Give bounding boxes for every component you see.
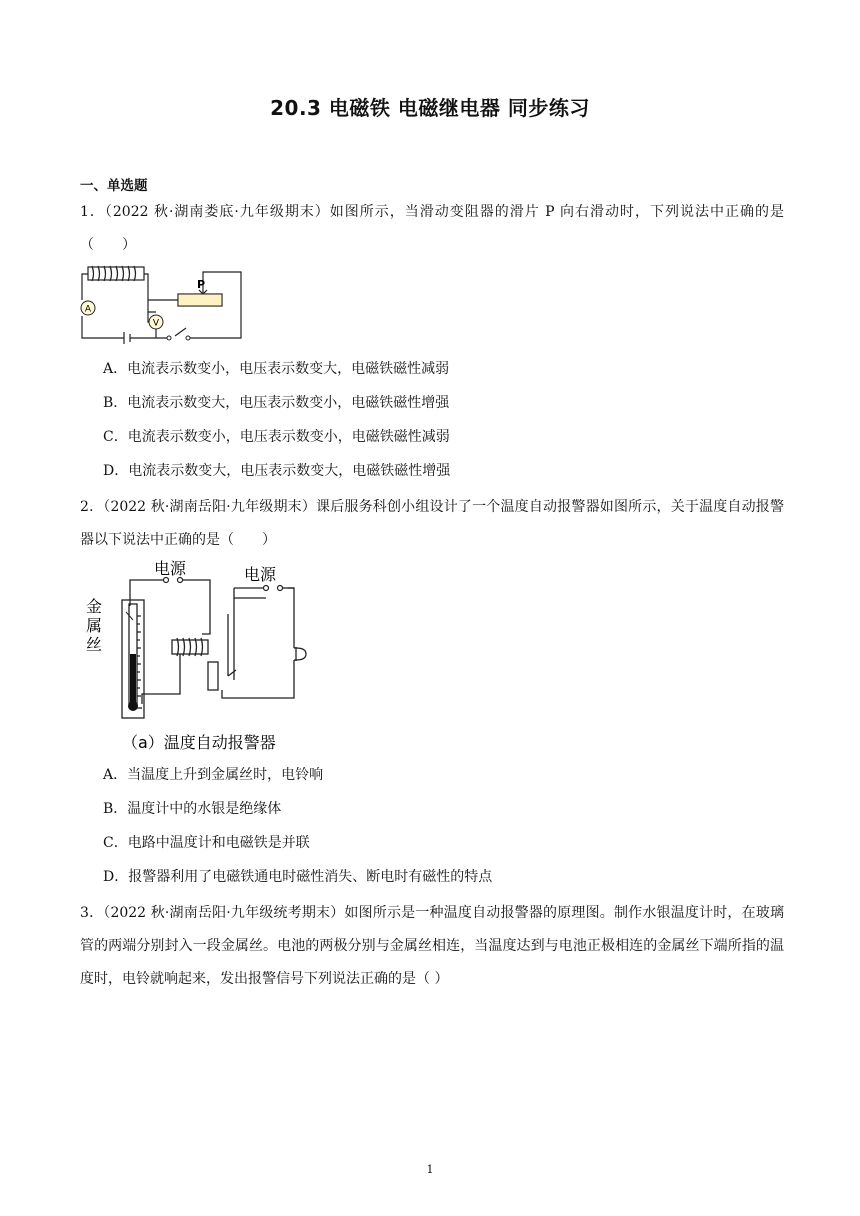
question-2-alarm-figure bbox=[84, 558, 309, 752]
contact-block bbox=[208, 662, 218, 690]
question-1-option-b: B．电流表示数变大，电压表示数变小，电磁铁磁性增强 bbox=[103, 395, 450, 411]
question-2-stem: 2．（2022 秋·湖南岳阳·九年级期末）课后服务科创小组设计了一个温度自动报警器如图所示，关于温度自动报警器以下说法中正确的是（ ） bbox=[80, 499, 784, 548]
question-1-stem: 1．（2022 秋·湖南娄底·九年级期末）如图所示，当滑动变阻器的滑片 P 向右滑动时，下列说法中正确的是（ ） bbox=[80, 204, 784, 253]
question-1-option-c: C．电流表示数变小，电压表示数变小，电磁铁磁性减弱 bbox=[103, 429, 450, 445]
question-2-option-d: D．报警器利用了电磁铁通电时磁性消失、断电时有磁性的特点 bbox=[103, 869, 493, 885]
figure-caption: （a）温度自动报警器 bbox=[122, 733, 276, 752]
mercury-column bbox=[130, 654, 136, 706]
page-number: 1 bbox=[426, 1163, 434, 1176]
coil-windings bbox=[177, 638, 203, 656]
wire-label-3: 丝 bbox=[86, 635, 103, 654]
slider-label: P bbox=[197, 278, 206, 291]
coil-windings bbox=[92, 266, 136, 281]
question-2-option-b: B．温度计中的水银是绝缘体 bbox=[103, 801, 282, 817]
wire-label-2: 属 bbox=[86, 616, 103, 635]
question-1-circuit-figure bbox=[78, 262, 248, 344]
power-label-right: 电源 bbox=[244, 565, 277, 584]
page-title: 20.3 电磁铁 电磁继电器 同步练习 bbox=[270, 96, 590, 120]
wire-label-1: 金 bbox=[86, 597, 103, 616]
question-3-stem: 3．（2022 秋·湖南岳阳·九年级统考期末）如图所示是一种温度自动报警器的原理图。制作水银温度计时，在玻璃管的两端分别封入一段金属丝。电池的两极分别与金属丝相连，当温度达到与电池正极相连的金属丝下端所指的温度时，电铃就响起来，发出报警信号下列说法正确的是（ ） bbox=[80, 905, 784, 987]
voltmeter-label: V bbox=[152, 318, 160, 329]
power-label-left: 电源 bbox=[154, 559, 187, 578]
question-1-option-a: A．电流表示数变小，电压表示数变大，电磁铁磁性减弱 bbox=[103, 361, 450, 377]
section-heading: 一、单选题 bbox=[80, 178, 148, 194]
question-1-option-d: D．电流表示数变大，电压表示数变大，电磁铁磁性增强 bbox=[103, 463, 451, 479]
question-2-option-a: A．当温度上升到金属丝时，电铃响 bbox=[103, 767, 324, 783]
question-2-option-c: C．电路中温度计和电磁铁是并联 bbox=[103, 835, 310, 851]
ammeter-label: A bbox=[84, 304, 92, 315]
